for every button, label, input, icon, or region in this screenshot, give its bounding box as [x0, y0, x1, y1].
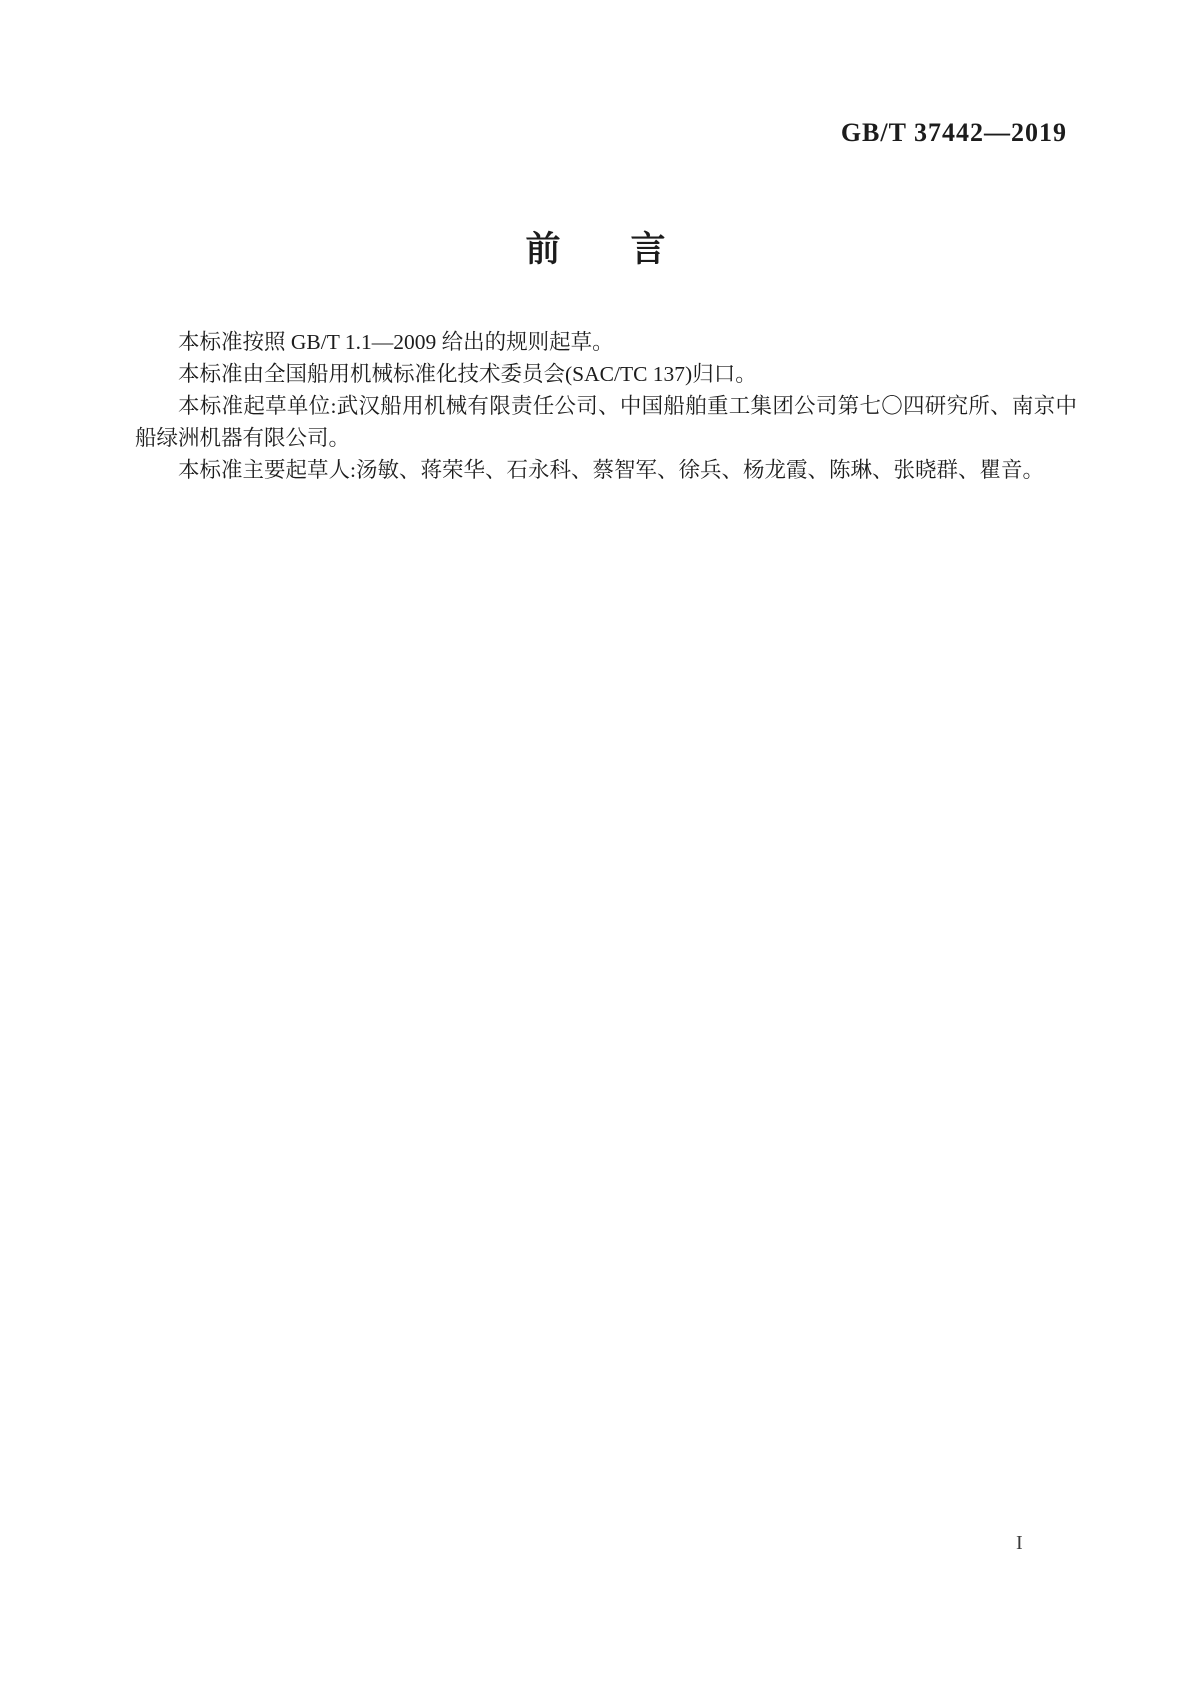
body-paragraph-drafting-rule: 本标准按照 GB/T 1.1—2009 给出的规则起草。: [178, 330, 614, 354]
body-paragraph-drafters: 本标准主要起草人:汤敏、蒋荣华、石永科、蔡智军、徐兵、杨龙霞、陈琳、张晓群、瞿音。: [178, 458, 1044, 482]
foreword-body: [135, 326, 1077, 486]
page-number: I: [1016, 1532, 1023, 1554]
body-paragraph-drafting-organizations: 本标准起草单位:武汉船用机械有限责任公司、中国船舶重工集团公司第七〇四研究所、南京中船绿洲机器有限公司。: [135, 394, 1077, 450]
foreword-title-row: [0, 222, 1191, 272]
standard-code-header: GB/T 37442—2019: [840, 118, 1067, 147]
foreword-title: 前言: [525, 230, 736, 269]
body-paragraph-committee: 本标准由全国船用机械标准化技术委员会(SAC/TC 137)归口。: [178, 362, 757, 386]
